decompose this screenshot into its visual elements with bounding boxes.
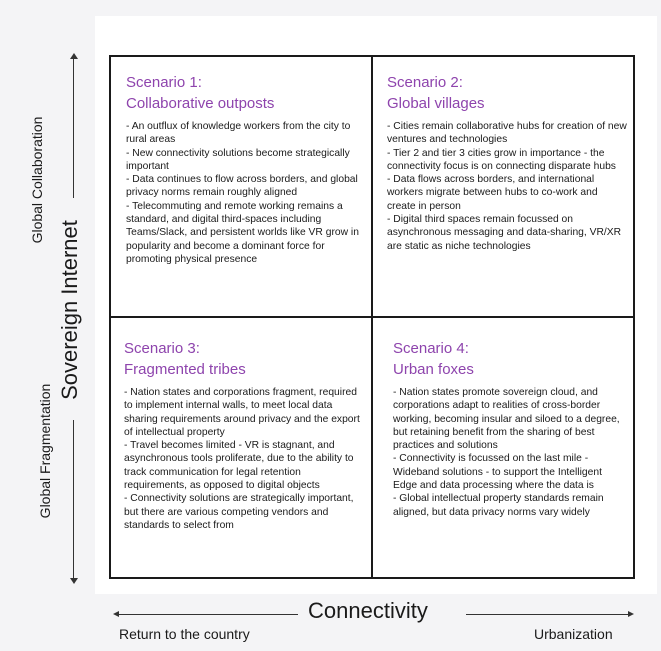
scenario-2-body: - Cities remain collaborative hubs for creation of new ventures and technologies - Tier 2 and tier 3 cities grow in importance - the connectivity focus is on connecting disparate hubs - Data flows across borders, and international workers migrate between hubs to co-work and create in person - Digital third spaces remain focussed on asynchronous messaging and data-sharing, VR/XR are static as niche technologies <box>387 121 627 252</box>
x-axis-arrow-line-right <box>466 614 629 615</box>
scenario-4-number: Scenario 4: <box>393 340 469 357</box>
scenario-3-number: Scenario 3: <box>124 340 200 357</box>
y-axis-top-label: Global Collaboration <box>29 116 45 244</box>
quadrant-scenario-2 <box>387 72 627 253</box>
scenario-4-body: - Nation states promote sovereign cloud, and corporations adapt to realities of cross-border working, becoming insular and siloed to a degree, but retaining benefit from the sharing of best practices and solutions - Connectivity is focussed on the last mile - Wideband solutions - to support the Intelligent Edge and data processing where the data is - Global intellectual property standards remain aligned, but data privacy norms vary widely <box>393 387 620 518</box>
quadrant-scenario-3 <box>124 338 364 532</box>
scenario-1-body: - An outflux of knowledge workers from the city to rural areas - New connectivity solutions become strategically important - Data continues to flow across borders, and global privacy norms remain roughly aligned - Telecommuting and remote working remains a standard, and digital third-spaces including Teams/Slack, and persistent worlds like VR grow in popularity and become a dominant force for promoting physical presence <box>126 121 359 265</box>
scenario-3-body: - Nation states and corporations fragment, required to implement internal walls, to meet local data sharing requirements around privacy and the export of intellectual property - Travel becomes limited - VR is stagnant, and asynchronous tools proliferate, due to the ability to track communication for legal retention requirements, as opposed to digital objects - Connectivity solutions are strategically important, but there are various competing vendors and standards to select from <box>124 387 360 531</box>
scenario-4-title: Urban foxes <box>393 361 474 378</box>
x-axis-title: Connectivity <box>308 598 428 623</box>
arrow-down-icon <box>70 578 78 584</box>
scenario-1-title: Collaborative outposts <box>126 95 275 112</box>
y-axis-bottom-label: Global Fragmentation <box>37 383 53 519</box>
scenario-3-title: Fragmented tribes <box>124 361 246 378</box>
scenario-2-title: Global villages <box>387 95 485 112</box>
x-axis-arrow-line-left <box>118 614 298 615</box>
quadrant-scenario-1 <box>126 72 362 266</box>
x-axis-right-label: Urbanization <box>534 626 613 642</box>
scenario-2-number: Scenario 2: <box>387 74 463 91</box>
quadrant-scenario-4 <box>393 338 627 519</box>
arrow-right-icon <box>628 611 634 617</box>
y-axis-title: Sovereign Internet <box>57 220 82 400</box>
x-axis-left-label: Return to the country <box>119 626 250 642</box>
scenario-1-number: Scenario 1: <box>126 74 202 91</box>
arrow-up-icon <box>70 53 78 59</box>
y-axis-arrow-line-top <box>73 58 74 198</box>
y-axis-arrow-line-bottom <box>73 420 74 580</box>
grid-horizontal-divider <box>109 316 635 318</box>
